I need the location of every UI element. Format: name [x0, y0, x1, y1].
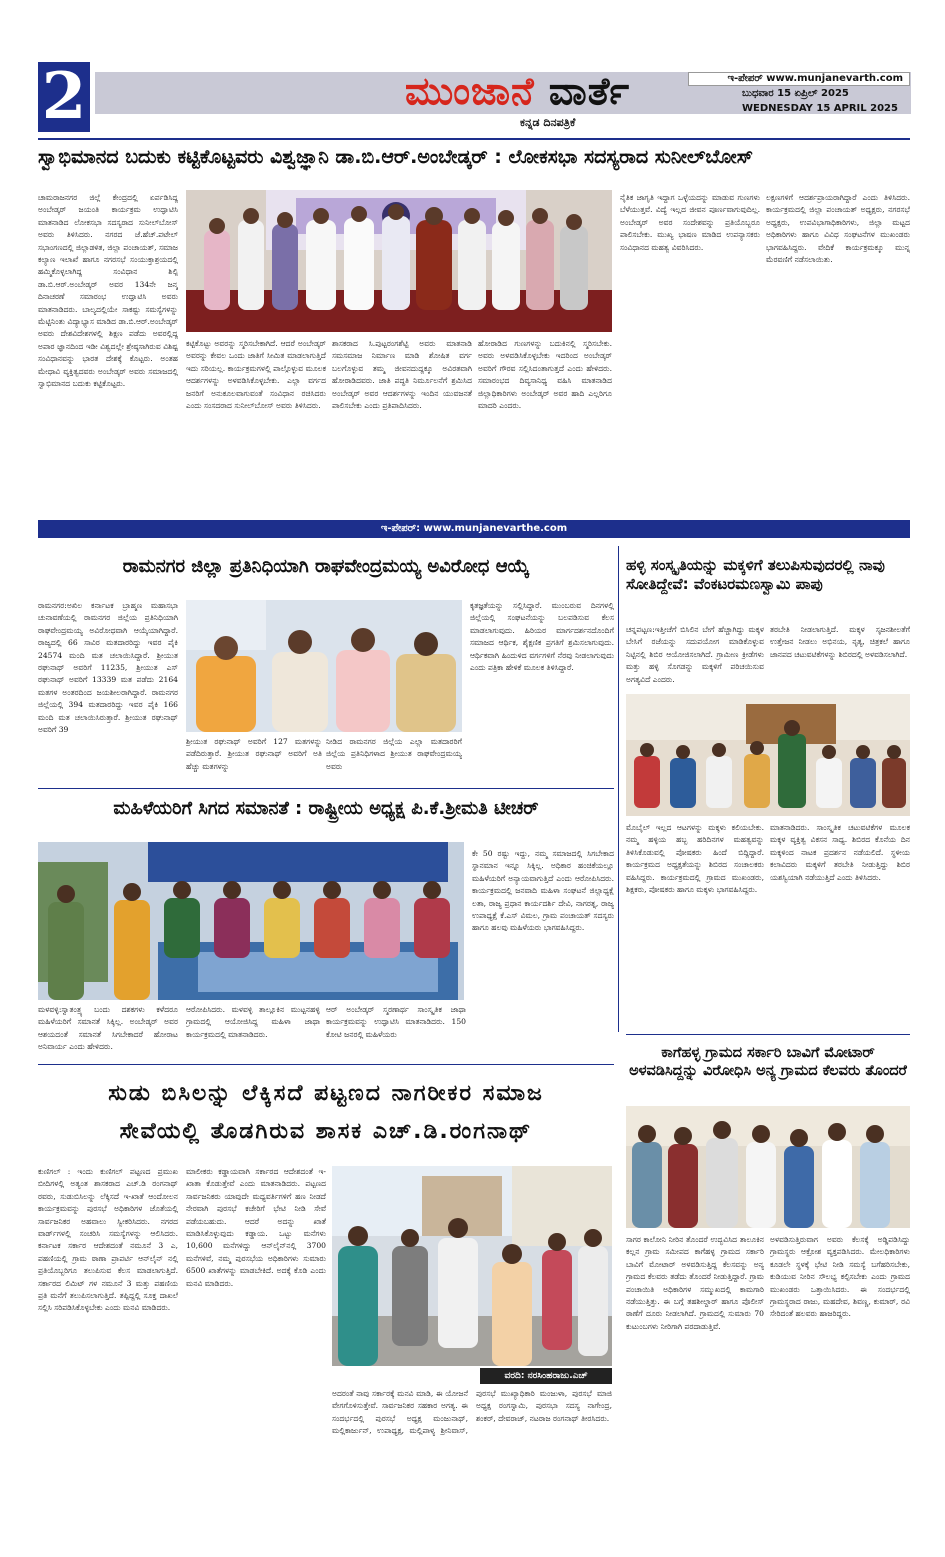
column-divider [618, 546, 619, 1032]
story1-photo [186, 190, 612, 332]
divider [38, 138, 910, 140]
story2-column-1: ರಾಮನಗರ:ಅಖಿಲ ಕರ್ನಾಟಕ ಬ್ರಾಹ್ಮಣ ಮಹಾಸಭಾ ಚುನಾವಣೆಯಲ್ಲಿ ರಾಮನಗರ ಜಿಲ್ಲೆಯ ಪ್ರತಿನಿಧಿಯಾಗಿ ರಾಘವೇಂದ್ರಮಯ್ಯ ಅವಿರೋಧವಾಗಿ ಆಯ್ಕೆಯಾಗಿದ್ದಾರೆ. ರಾಜ್ಯದಲ್ಲಿ 66 ಸಾವಿರ ಮತದಾರರಿದ್ದು ಇವರ ಪೈಕಿ 24574 ಮಂದಿ ಮತ ಚಲಾಯಿಸಿದ್ದಾರೆ. ಶ್ರೀಯುತ ರಘುನಾಥ್ ಅವರಿಗೆ 11235, ಶ್ರೀಯುತ ಎಸ್ ರಘುನಾಥ್ ಅವರಿಗೆ 13339 ಮತ ಪಡೆದು 2164 ಮತಗಳ ಅಂತರದಿಂದ ಜಯಶೀಲರಾಗಿದ್ದಾರೆ. ರಾಮನಗರ ಜಿಲ್ಲೆಯಲ್ಲಿ 394 ಮತದಾರರಿದ್ದು ಇವರ ಪೈಕಿ 166 ಮಂದಿ ಮತ ಚಲಾಯಿಸಿರುತ್ತಾರೆ. ಶ್ರೀಯುತ ರಘುನಾಥ್ ಅವರಿಗೆ 39 [38, 601, 178, 735]
story3-photo [626, 694, 910, 816]
story3-headline: ಹಳ್ಳಿ ಸಂಸ್ಕೃತಿಯನ್ನು ಮಕ್ಕಳಿಗೆ ತಲುಪಿಸುವುದರಲ್ಲಿ ನಾವು ಸೋತಿದ್ದೇವೆ: ವೆಂಕಟರಮಣಸ್ವಾಮಿ ಪಾಪು [626, 556, 885, 593]
story4-column-2: ಆರೋಪಿಸಿದರು. ಮಳವಳ್ಳಿ ತಾಲ್ಲೂಕಿನ ಮುಟ್ಟನಹಳ್ಳಿ ಗ್ರಾಮದಲ್ಲಿ ಆಯೋಜಿಸಿದ್ದ ಮಹಿಳಾ ಜಾಥಾ ಕಾರ್ಯಕ್ರಮದಲ್ಲಿ ಮಾತನಾಡಿದರು. [186, 1005, 320, 1039]
story1-headline: ಸ್ವಾಭಿಮಾನದ ಬದುಕು ಕಟ್ಟಿಕೊಟ್ಟವರು ವಿಶ್ವಜ್ಞಾನಿ ಡಾ.ಬಿ.ಆರ್.ಅಂಬೇಡ್ಕರ್ : ಲೋಕಸಭಾ ಸದಸ್ಯರಾದ ಸುನೀಲ್‌ಬೋಸ್ [38, 146, 753, 168]
story6-headline: ಕಾಗೆಹಳ್ಳ ಗ್ರಾಮದ ಸರ್ಕಾರಿ ಬಾವಿಗೆ ಮೋಟಾರ್ ಅಳವಡಿಸಿದ್ದನ್ನು ವಿರೋಧಿಸಿ ಅನ್ಯ ಗ್ರಾಮದ ಕೆಲವರು ತೊಂದರೆ [629, 1045, 907, 1080]
story2-photo [186, 600, 462, 732]
story4-column-1: ಮಳವಳ್ಳಿ:ಸ್ವಾತಂತ್ರ್ಯ ಬಂದು ದಶಕಗಳು ಕಳೆದರೂ ಮಹಿಳೆಯರಿಗೆ ಸಮಾನತೆ ಸಿಕ್ಕಿಲ್ಲ. ಅಂಬೇಡ್ಕರ್ ಅವರ ಆಶಯದಂತೆ ಸಮಾನತೆ ಸಿಗಬೇಕಾದರೆ ಹೋರಾಟ ಅನಿವಾರ್ಯ ಎಂದು ಹೇಳಿದರು. [38, 1005, 178, 1052]
story5-column-2: ಮಾಲೀಕರು ಕಡ್ಡಾಯವಾಗಿ ಸರ್ಕಾರದ ಆದೇಶದಂತೆ ಇ-ಖಾತಾ ಕೊಡುತ್ತೇವೆ ಎಂದು ಮಾತನಾಡಿದರು. ಪಟ್ಟಣದ ಸಾರ್ವಜನಿಕರು ಯಾವುದೇ ಮಧ್ಯವರ್ತಿಗಳಿಗೆ ಹಣ ನೀಡದೆ ನೇರವಾಗಿ ಪುರಸಭೆ ಕಚೇರಿಗೆ ಭೇಟಿ ನೀಡಿ ಸೇವೆ ಪಡೆಯಬಹುದು. ಆದರೆ ಅದನ್ನು ಖಾತೆ ಮಾಡಿಸಿಕೊಳ್ಳುವುದು ಕಡ್ಡಾಯ. ಒಟ್ಟು ಮನೆಗಳು 10,600 ಮನೆಗಳಿದ್ದು ಆನ್‌ಲೈನ್‌ನಲ್ಲಿ 3700 ಮನೆಗಳಿವೆ, ನಮ್ಮ ಪುರಸಭೆಯ ಅಧಿಕಾರಿಗಳು ಸುಮಾರು 6500 ಖಾತೆಗಳನ್ನು ಮಾಡಬೇಕಿದೆ. ಅದಕ್ಕೆ ಕೊಡಿ ಎಂದು ಮನವಿ ಮಾಡಿದರು. [186, 1167, 326, 1288]
brand-black-text: ವಾರ್ತೆ [548, 68, 631, 113]
story3-column-2: ತರಬೇತಿ ನೀಡಲಾಗುತ್ತಿದೆ. ಮಕ್ಕಳ ಸೃಜನಶೀಲತೆಗೆ ಉತ್ತೇಜನ ನೀಡಲು ಅಭಿನಯ, ನೃತ್ಯ, ಚಿತ್ರಕಲೆ ಹಾಗೂ ಜಾನಪದ ಚಟುವಟಿಕೆಗಳನ್ನು ಶಿಬಿರದಲ್ಲಿ ಅಳವಡಿಸಲಾಗಿದೆ. [770, 625, 910, 659]
story6-column-1: ಸಾಗರ ಕಾಲೋನಿ ನೀರಿನ ತೊಂದರೆ ಉದ್ಭವಿಸಿದ ತಾಲೂಕಿನ ಕಲ್ಲನ ಗ್ರಾಮ ಸಮೀಪದ ಕಾಗೆಹಳ್ಳ ಗ್ರಾಮದ ಸರ್ಕಾರಿ ಬಾವಿಗೆ ಮೋಟಾರ್ ಅಳವಡಿಸುತ್ತಿದ್ದ ಕೆಲಸವನ್ನು ಅನ್ಯ ಗ್ರಾಮದ ಕೆಲವರು ತಡೆದು ತೊಂದರೆ ನೀಡುತ್ತಿದ್ದಾರೆ. ಗ್ರಾಮ ಪಂಚಾಯಿತಿ ಅಧಿಕಾರಿಗಳ ಸಮ್ಮುಖದಲ್ಲಿ ಕಾಮಗಾರಿ ನಡೆಯುತ್ತಿತ್ತು. ಈ ಬಗ್ಗೆ ತಹಶೀಲ್ದಾರ್ ಹಾಗೂ ಪೊಲೀಸ್ ಠಾಣೆಗೆ ದೂರು ನೀಡಲಾಗಿದೆ. ಗ್ರಾಮದಲ್ಲಿ ಸುಮಾರು 70 ಕುಟುಂಬಗಳು ನೀರಿಗಾಗಿ ಪರದಾಡುತ್ತಿವೆ. [626, 1235, 764, 1331]
epaper-strip[interactable]: ಇ-ಪೇಪರ್: www.munjanevarthe.com [38, 520, 910, 538]
story6-column-2: ಅಳವಡಿಸುತ್ತಿರುವಾಗ ಅವರು ಕೆಲಸಕ್ಕೆ ಅಡ್ಡಿಪಡಿಸಿದ್ದು ಗ್ರಾಮಸ್ಥರು ಆಕ್ರೋಶ ವ್ಯಕ್ತಪಡಿಸಿದರು. ಮೇಲಧಿಕಾರಿಗಳು ಕೂಡಲೇ ಸ್ಥಳಕ್ಕೆ ಭೇಟಿ ನೀಡಿ ಸಮಸ್ಯೆ ಬಗೆಹರಿಸಬೇಕು, ಕುಡಿಯುವ ನೀರಿನ ಸೌಲಭ್ಯ ಕಲ್ಪಿಸಬೇಕು ಎಂದು ಗ್ರಾಮದ ಮುಖಂಡರು ಒತ್ತಾಯಿಸಿದರು. ಈ ಸಂದರ್ಭದಲ್ಲಿ ಗ್ರಾಮಸ್ಥರಾದ ರಾಜು, ಮಹದೇವ, ಶಿವಣ್ಣ, ಕುಮಾರ್, ರವಿ ಸೇರಿದಂತೆ ಹಲವರು ಹಾಜರಿದ್ದರು. [770, 1235, 910, 1319]
date-english: WEDNESDAY 15 APRIL 2025 [742, 103, 898, 114]
story3-column-3: ಮೊಬೈಲ್ ಇಲ್ಲದ ಆಟಗಳನ್ನು ಮಕ್ಕಳು ಕಲಿಯಬೇಕು. ನಮ್ಮ ಹಳ್ಳಿಯ ಹಬ್ಬ ಹರಿದಿನಗಳ ಮಹತ್ವವನ್ನು ತಿಳಿಸಿಕೊಡುವಲ್ಲಿ ಪೋಷಕರು ಹಿಂದೆ ಬಿದ್ದಿದ್ದಾರೆ. ಕಾರ್ಯಕ್ರಮದ ಅಧ್ಯಕ್ಷತೆಯನ್ನು ಶಿಬಿರದ ಸಂಚಾಲಕರು ವಹಿಸಿದ್ದರು. ಕಾರ್ಯಕ್ರಮದಲ್ಲಿ ಗ್ರಾಮದ ಮುಖಂಡರು, ಶಿಕ್ಷಕರು, ಪೋಷಕರು ಹಾಗೂ ಮಕ್ಕಳು ಭಾಗವಹಿಸಿದ್ದರು. [626, 823, 764, 895]
story2-column-4: ಕೃತಜ್ಞತೆಯನ್ನು ಸಲ್ಲಿಸಿದ್ದಾರೆ. ಮುಂಬರುವ ದಿನಗಳಲ್ಲಿ ಜಿಲ್ಲೆಯಲ್ಲಿ ಸಂಘಟನೆಯನ್ನು ಬಲಪಡಿಸುವ ಕೆಲಸ ಮಾಡಲಾಗುವುದು. ಹಿರಿಯರ ಮಾರ್ಗದರ್ಶನದೊಂದಿಗೆ ಸಮಾಜದ ಆರ್ಥಿಕ, ಶೈಕ್ಷಣಿಕ ಪ್ರಗತಿಗೆ ಶ್ರಮಿಸಲಾಗುವುದು. ಆರ್ಥಿಕವಾಗಿ ಹಿಂದುಳಿದ ವರ್ಗಗಳಿಗೆ ನೆರವು ನೀಡಲಾಗುವುದು ಎಂದು ಪತ್ರಿಕಾ ಹೇಳಿಕೆ ಮೂಲಕ ತಿಳಿಸಿದ್ದಾರೆ. [470, 601, 614, 673]
date-kannada: ಬುಧವಾರ 15 ಏಪ್ರಿಲ್ 2025 [742, 88, 849, 99]
story1-column-3: ಶಾಸಕರಾದ ಸಿ.ಪುಟ್ಟರಂಗಶೆಟ್ಟಿ ಅವರು ಮಾತನಾಡಿ ಸಮಸಮಾಜ ನಿರ್ಮಾಣ ಮಾಡಿ ಶೋಷಿತ ವರ್ಗ ಬಲಗೊಳ್ಳುವ ತಮ್ಮ ಜೀವನದುದ್ದಕ್ಕೂ ಅವಿರತವಾಗಿ ಹೋರಾಡಿದವರು. ಜಾತಿ ಪದ್ಧತಿ ನಿರ್ಮೂಲನೆಗೆ ಶ್ರಮಿಸಿದ ಅಂಬೇಡ್ಕರ್ ಅವರ ಆದರ್ಶಗಳನ್ನು ಇಂದಿನ ಯುವಜನತೆ ಪಾಲಿಸಬೇಕು ಎಂದು ಪ್ರತಿಪಾದಿಸಿದರು. [332, 339, 472, 411]
story2-column-3: ನೀಡಿದ ರಾಮನಗರ ಜಿಲ್ಲೆಯ ಎಲ್ಲಾ ಮತದಾರರಿಗೆ ಜಿಲ್ಲೆಯ ಪ್ರತಿನಿಧಿಗಳಾದ ಶ್ರೀಯುತ ರಾಘವೇಂದ್ರಮಯ್ಯ ಅವರು [326, 737, 462, 771]
story4-column-3: ಆರ್ ಅಂಬೇಡ್ಕರ್ ಸ್ಮರಣಾರ್ಥ ಸಾಂಸ್ಕೃತಿಕ ಜಾಥಾ ಕಾರ್ಯಕ್ರಮವನ್ನು ಉದ್ಘಾಟಿಸಿ ಮಾತನಾಡಿದರು. 150 ಕೋಟಿ ಜನರಲ್ಲಿ ಮಹಿಳೆಯರು [326, 1005, 466, 1039]
story1-column-6: ಲಕ್ಷಣಗಳಿಗೆ ಆದರ್ಶಪ್ರಾಯರಾಗಿದ್ದಾರೆ ಎಂದು ತಿಳಿಸಿದರು. ಕಾರ್ಯಕ್ರಮದಲ್ಲಿ ಜಿಲ್ಲಾ ಪಂಚಾಯತ್ ಅಧ್ಯಕ್ಷರು, ನಗರಸಭೆ ಅಧ್ಯಕ್ಷರು, ಉಪವಿಭಾಗಾಧಿಕಾರಿಗಳು, ಜಿಲ್ಲಾ ಮಟ್ಟದ ಅಧಿಕಾರಿಗಳು ಹಾಗೂ ವಿವಿಧ ಸಂಘಟನೆಗಳ ಮುಖಂಡರು ಭಾಗವಹಿಸಿದ್ದರು. ವೇದಿಕೆ ಕಾರ್ಯಕ್ರಮಕ್ಕೂ ಮುನ್ನ ಮೆರವಣಿಗೆ ನಡೆಸಲಾಯಿತು. [766, 193, 910, 265]
divider [38, 1064, 614, 1065]
story3-column-4: ಮಾತನಾಡಿದರು. ಸಾಂಸ್ಕೃತಿಕ ಚಟುವಟಿಕೆಗಳ ಮೂಲಕ ಮಕ್ಕಳ ವ್ಯಕ್ತಿತ್ವ ವಿಕಸನ ಸಾಧ್ಯ. ಶಿಬಿರದ ಕೊನೆಯ ದಿನ ಮಕ್ಕಳಿಂದ ನಾಟಕ ಪ್ರದರ್ಶನ ನಡೆಯಲಿದೆ. ಸ್ಥಳೀಯ ಕಲಾವಿದರು ಮಕ್ಕಳಿಗೆ ತರಬೇತಿ ನೀಡುತ್ತಿದ್ದು ಶಿಬಿರ ಯಶಸ್ವಿಯಾಗಿ ನಡೆಯುತ್ತಿದೆ ಎಂದು ತಿಳಿಸಿದರು. [770, 823, 910, 882]
divider [626, 1034, 910, 1035]
story1-column-1: ಚಾಮರಾಜನಗರ ಜಿಲ್ಲೆ ಕೇಂದ್ರದಲ್ಲಿ ಏರ್ಪಡಿಸಿದ್ದ ಅಂಬೇಡ್ಕರ್ ಜಯಂತಿ ಕಾರ್ಯಕ್ರಮ ಉದ್ಘಾಟಿಸಿ ಮಾತನಾಡಿದ ಲೋಕಸಭಾ ಸದಸ್ಯರಾದ ಸುನೀಲ್‌ಬೋಸ್ ಅವರು ತಿಳಿಸಿದರು. ನಗರದ ಜೆ.ಹೆಚ್.ಪಟೇಲ್ ಸಭಾಂಗಣದಲ್ಲಿ ಜಿಲ್ಲಾಡಳಿತ, ಜಿಲ್ಲಾ ಪಂಚಾಯತ್, ಸಮಾಜ ಕಲ್ಯಾಣ ಇಲಾಖೆ ಹಾಗೂ ನಗರಸಭೆ ಸಂಯುಕ್ತಾಶ್ರಯದಲ್ಲಿ ಹಮ್ಮಿಕೊಳ್ಳಲಾಗಿದ್ದ ಸಂವಿಧಾನ ಶಿಲ್ಪಿ ಡಾ.ಬಿ.ಆರ್.ಅಂಬೇಡ್ಕರ್ ಅವರ 134ನೇ ಜನ್ಮ ದಿನಾಚರಣೆ ಸಮಾರಂಭ ಉದ್ಘಾಟಿಸಿ ಅವರು ಮಾತನಾಡಿದರು. ಬಾಲ್ಯದಲ್ಲಿಯೇ ಸಾಕಷ್ಟು ಸಮಸ್ಯೆಗಳನ್ನು ಮೆಟ್ಟಿನಿಂತು ವಿದ್ಯಾಭ್ಯಾಸ ಮಾಡಿದ ಡಾ.ಬಿ.ಆರ್.ಅಂಬೇಡ್ಕರ್ ಅವರು ದೇಶವಿದೇಶಗಳಲ್ಲಿ ಶಿಕ್ಷಣ ಪಡೆದು ಅವರಲ್ಲಿದ್ದ ಅಪಾರ ಜ್ಞಾನದಿಂದ ಇಡೀ ವಿಶ್ವದಲ್ಲೇ ಶ್ರೇಷ್ಠಸಾಗಿರುವ ವಿಶಿಷ್ಟ ಸಂವಿಧಾನವನ್ನು ಭಾರತ ದೇಶಕ್ಕೆ ಕೊಟ್ಟರು. ಅಂತಹ ಮೇಧಾವಿ ವ್ಯಕ್ತಿತ್ವದವರು ಅಂಬೇಡ್ಕರ್ ಅವರು ಸಮಾಜದಲ್ಲಿ ಸ್ವಾಭಿಮಾನದ ಬದುಕು ಕಟ್ಟಿಕೊಟ್ಟರು. [38, 193, 178, 389]
stage-photo-illustration [186, 190, 612, 332]
divider [38, 788, 614, 789]
newspaper-logo [405, 68, 630, 114]
story1-column-4: ಹೋರಾಡಿದ ಗುಣಗಳನ್ನು ಬದುಕಿನಲ್ಲಿ ಸ್ಮರಿಸಬೇಕು. ಅವರು ಅಳವಡಿಸಿಕೊಳ್ಳಬೇಕು ಇದರಿಂದ ಅಂಬೇಡ್ಕರ್ ಅವರಿಗೆ ಗೌರವ ಸಲ್ಲಿಸಿದಂತಾಗುತ್ತದೆ ಎಂದು ಹೇಳಿದರು. ಸಮಾರಂಭದ ದಿವ್ಯಸಾನಿಧ್ಯ ವಹಿಸಿ ಮಾತನಾಡಿದ ಜಿಲ್ಲಾಧಿಕಾರಿಗಳು ಅಂಬೇಡ್ಕರ್ ಅವರ ಹಾದಿ ಎಲ್ಲರಿಗೂ ಮಾದರಿ ಎಂದರು. [478, 339, 612, 411]
story5-column-1: ಕುಣಿಗಲ್ : ಇಂದು ಕುಣಿಗಲ್ ಪಟ್ಟಣದ ಪ್ರಮುಖ ಬೀದಿಗಳಲ್ಲಿ ಅತ್ಯಂತ ಶಾಸಕರಾದ ಎಚ್.ಡಿ ರಂಗನಾಥ್ ರವರು, ಸುಡುಬಿಸಿಲನ್ನು ಲೆಕ್ಕಿಸದೆ ಇ-ಖಾತೆ ಆಂದೋಲನ ಕಾರ್ಯಕ್ರಮವನ್ನು ಪುರಸಭೆ ಅಧಿಕಾರಿಗಳ ಜೊತೆಯಲ್ಲಿ ಸಾರ್ವಜನಿಕರ ಅಹವಾಲು ಸ್ವೀಕರಿಸಿದರು. ನಗರದ ವಾರ್ಡ್‌ಗಳಲ್ಲಿ ಸಂಚರಿಸಿ ಸಮಸ್ಯೆಗಳನ್ನು ಆಲಿಸಿದರು. ಕರ್ನಾಟಕ ಸರ್ಕಾರ ಆದೇಶದಂತೆ ನಮೂನೆ 3 ಎ, ಪಹಣಿಯಲ್ಲಿ ಗ್ರಾಮ ಠಾಣಾ ಪ್ರಾಪರ್ಟಿ ಆನ್‌ಲೈನ್ ನಲ್ಲಿ ಪ್ರತಿಯೊಬ್ಬರಿಗೂ ತಲುಪಿಸುವ ಕೆಲಸ ಮಾಡಲಾಗುತ್ತಿದೆ. ಸರ್ಕಾರದ ಲಿಮಿಟ್ ಗಳ ನಮೂನೆ 3 ಮತ್ತು ಪಹಣಿಯ ಪ್ರತಿ ಮನೆಗೆ ತಲುಪಿಸಲಾಗುತ್ತಿದೆ. ತಪ್ಪಿದ್ದಲ್ಲಿ ಸೂಕ್ತ ದಾಖಲೆ ಸಲ್ಲಿಸಿ ಸರಿಪಡಿಸಿಕೊಳ್ಳಬೇಕು ಎಂದು ಮನವಿ ಮಾಡಿದರು. [38, 1167, 178, 1313]
story2-headline: ರಾಮನಗರ ಜಿಲ್ಲಾ ಪ್ರತಿನಿಧಿಯಾಗಿ ರಾಘವೇಂದ್ರಮಯ್ಯ ಅವಿರೋಧ ಆಯ್ಕೆ [122, 556, 530, 577]
story2-column-2: ಶ್ರೀಯುತ ರಘುನಾಥ್ ಅವರಿಗೆ 127 ಮತಗಳನ್ನು ಪಡೆದಿರುತ್ತಾರೆ. ಶ್ರೀಯುತ ರಘುನಾಥ್ ಅವರಿಗೆ ಅತಿ ಹೆಚ್ಚು ಮತಗಳನ್ನು [186, 737, 322, 771]
tagline: ಕನ್ನಡ ದಿನಪತ್ರಿಕೆ [520, 116, 576, 129]
school-event-photo-illustration [626, 694, 910, 816]
felicitation-photo-illustration [186, 600, 462, 732]
story4-photo [38, 842, 464, 1000]
story5-photo [332, 1166, 612, 1366]
story5-column-3: ಅದರಂತೆ ನಾವು ಸರ್ಕಾರಕ್ಕೆ ಮನವಿ ಮಾಡಿ, ಈ ಯೋಜನೆ ವೇಗಗೊಳಿಸುತ್ತೇವೆ. ಸಾರ್ವಜನಿಕರ ಸಹಕಾರ ಅಗತ್ಯ. ಈ ಸಂದರ್ಭದಲ್ಲಿ ಪುರಸಭೆ ಅಧ್ಯಕ್ಷ ಮಂಜುನಾಥ್, ಮಲ್ಲಿಕಾರ್ಜುನ್, ಉಪಾಧ್ಯಕ್ಷ, ಮಲ್ಲಿಪಾಳ್ಯ ಶ್ರೀನಿವಾಸ್, ಪುರಸಭೆ ಮುಖ್ಯಾಧಿಕಾರಿ ಮಂಜುಳಾ, ಪುರಸಭೆ ಮಾಜಿ ಅಧ್ಯಕ್ಷ ರಂಗಸ್ವಾಮಿ, ಪುರಸಭಾ ಸದಸ್ಯ ನಾಗೇಂದ್ರ, ಶಂಕರ್, ದೇವರಾಜ್, ನಟರಾಜ ರಂಗನಾಥ್ ತೀರಸಿದರು. [332, 1389, 612, 1436]
brand-red-text: ಮುಂಜಾನೆ [405, 68, 535, 113]
page-number: 2 [38, 62, 90, 132]
women-rally-photo-illustration [38, 842, 464, 1000]
story5-headline-line1: ಸುಡು ಬಿಸಿಲನ್ನು ಲೆಕ್ಕಿಸದೆ ಪಟ್ಟಣದ ನಾಗರೀಕರ ಸಮಾಜ [108, 1081, 544, 1106]
villagers-photo-illustration [626, 1106, 910, 1228]
story4-column-right: ಕೇ 50 ರಷ್ಟು ಇದ್ದು, ನಮ್ಮ ಸಮಾಜದಲ್ಲಿ ಸಿಗಬೇಕಾದ ಸ್ಥಾನಮಾನ ಇನ್ನೂ ಸಿಕ್ಕಿಲ್ಲ. ಅಧಿಕಾರ ಹಂಚಿಕೆಯಲ್ಲೂ ಮಹಿಳೆಯರಿಗೆ ಅನ್ಯಾಯವಾಗುತ್ತಿದೆ ಎಂದು ಆರೋಪಿಸಿದರು. ಕಾರ್ಯಕ್ರಮದಲ್ಲಿ ಜನವಾದಿ ಮಹಿಳಾ ಸಂಘಟನೆ ಜಿಲ್ಲಾಧ್ಯಕ್ಷೆ ಲತಾ, ರಾಜ್ಯ ಪ್ರಧಾನ ಕಾರ್ಯದರ್ಶಿ ದೇವಿ, ನಾಗರತ್ನ, ರಾಜ್ಯ ಉಪಾಧ್ಯಕ್ಷೆ ಕೆ.ಎಸ್ ವಿಮಲ, ಗ್ರಾಮ ಪಂಚಾಯತ್ ಸದಸ್ಯರು ಹಾಗೂ ಹಲವು ಮಹಿಳೆಯರು ಭಾಗವಹಿಸಿದ್ದರು. [472, 849, 614, 933]
story1-column-5: ನೈತಿಕ ಜಾಗೃತಿ ಇದ್ದಾಗ ಒಳ್ಳೆಯದನ್ನು ಮಾಡುವ ಗುಣಗಳು ಬೆಳೆಯುತ್ತವೆ. ವಿದ್ಯೆ ಇಲ್ಲದ ಜೀವನ ಪೂರ್ಣವಾಗುವುದಿಲ್ಲ. ಅಂಬೇಡ್ಕರ್ ಅವರ ಸಂದೇಶವನ್ನು ಪ್ರತಿಯೊಬ್ಬರೂ ಪಾಲಿಸಬೇಕು. ಮುಖ್ಯ ಭಾಷಣ ಮಾಡಿದ ಉಪನ್ಯಾಸಕರು ಸಂವಿಧಾನದ ಮಹತ್ವ ವಿವರಿಸಿದರು. [620, 193, 760, 252]
story6-photo [626, 1106, 910, 1228]
story5-headline-line2: ಸೇವೆಯಲ್ಲಿ ತೊಡಗಿರುವ ಶಾಸಕ ಎಚ್.ಡಿ.ರಂಗನಾಥ್ [119, 1119, 533, 1144]
story1-column-2: ಕಟ್ಟಿಕೊಟ್ಟು ಅವರನ್ನು ಸ್ಮರಿಸಬೇಕಾಗಿದೆ. ಆದರೆ ಅಂಬೇಡ್ಕರ್ ಅವರನ್ನು ಕೇವಲ ಒಂದು ಜಾತಿಗೆ ಸೀಮಿತ ಮಾಡಲಾಗುತ್ತಿದೆ ಇದು ಸರಿಯಲ್ಲ. ಕಾರ್ಯಕ್ರಮಗಳಲ್ಲಿ ಪಾಲ್ಗೊಳ್ಳುವ ಮೂಲಕ ಆದರ್ಶಗಳನ್ನು ಅಳವಡಿಸಿಕೊಳ್ಳಬೇಕು. ಎಲ್ಲಾ ವರ್ಗದ ಜನರಿಗೆ ಅನುಕೂಲವಾಗುವಂತೆ ಸಂವಿಧಾನ ರಚಿಸಿದರು ಎಂದು ಸಂಸದರಾದ ಸುನೀಲ್‌ಬೋಸ್ ಅವರು ತಿಳಿಸಿದರು. [186, 339, 326, 411]
epaper-url[interactable]: ಇ-ಪೇಪರ್ www.munjanevarth.com [688, 72, 910, 86]
story3-column-1: ಚನ್ನಪಟ್ಟಣ:ಇತ್ತೀಚೆಗೆ ಬಿಸಿಲಿನ ಬೇಗೆ ಹೆಚ್ಚಾಗಿದ್ದು ಮಕ್ಕಳ ಬೇಸಿಗೆ ರಜೆಯನ್ನು ಸದುಪಯೋಗ ಮಾಡಿಕೊಳ್ಳುವ ನಿಟ್ಟಿನಲ್ಲಿ ಶಿಬಿರ ಆಯೋಜಿಸಲಾಗಿದೆ. ಗ್ರಾಮೀಣ ಕ್ರೀಡೆಗಳು ಮತ್ತು ಹಳ್ಳಿ ಸೊಗಡನ್ನು ಮಕ್ಕಳಿಗೆ ಪರಿಚಯಿಸುವ ಅಗತ್ಯವಿದೆ ಎಂದರು. [626, 625, 764, 684]
photo-credit: ವರದಿ: ನರಸಿಂಹರಾಜು.ಎಚ್ [480, 1368, 612, 1384]
story4-headline: ಮಹಿಳೆಯರಿಗೆ ಸಿಗದ ಸಮಾನತೆ : ರಾಷ್ಟ್ರೀಯ ಅಧ್ಯಕ್ಷ ಪಿ.ಕೆ.ಶ್ರೀಮತಿ ಟೀಚರ್ [113, 798, 539, 819]
street-visit-photo-illustration [332, 1166, 612, 1366]
